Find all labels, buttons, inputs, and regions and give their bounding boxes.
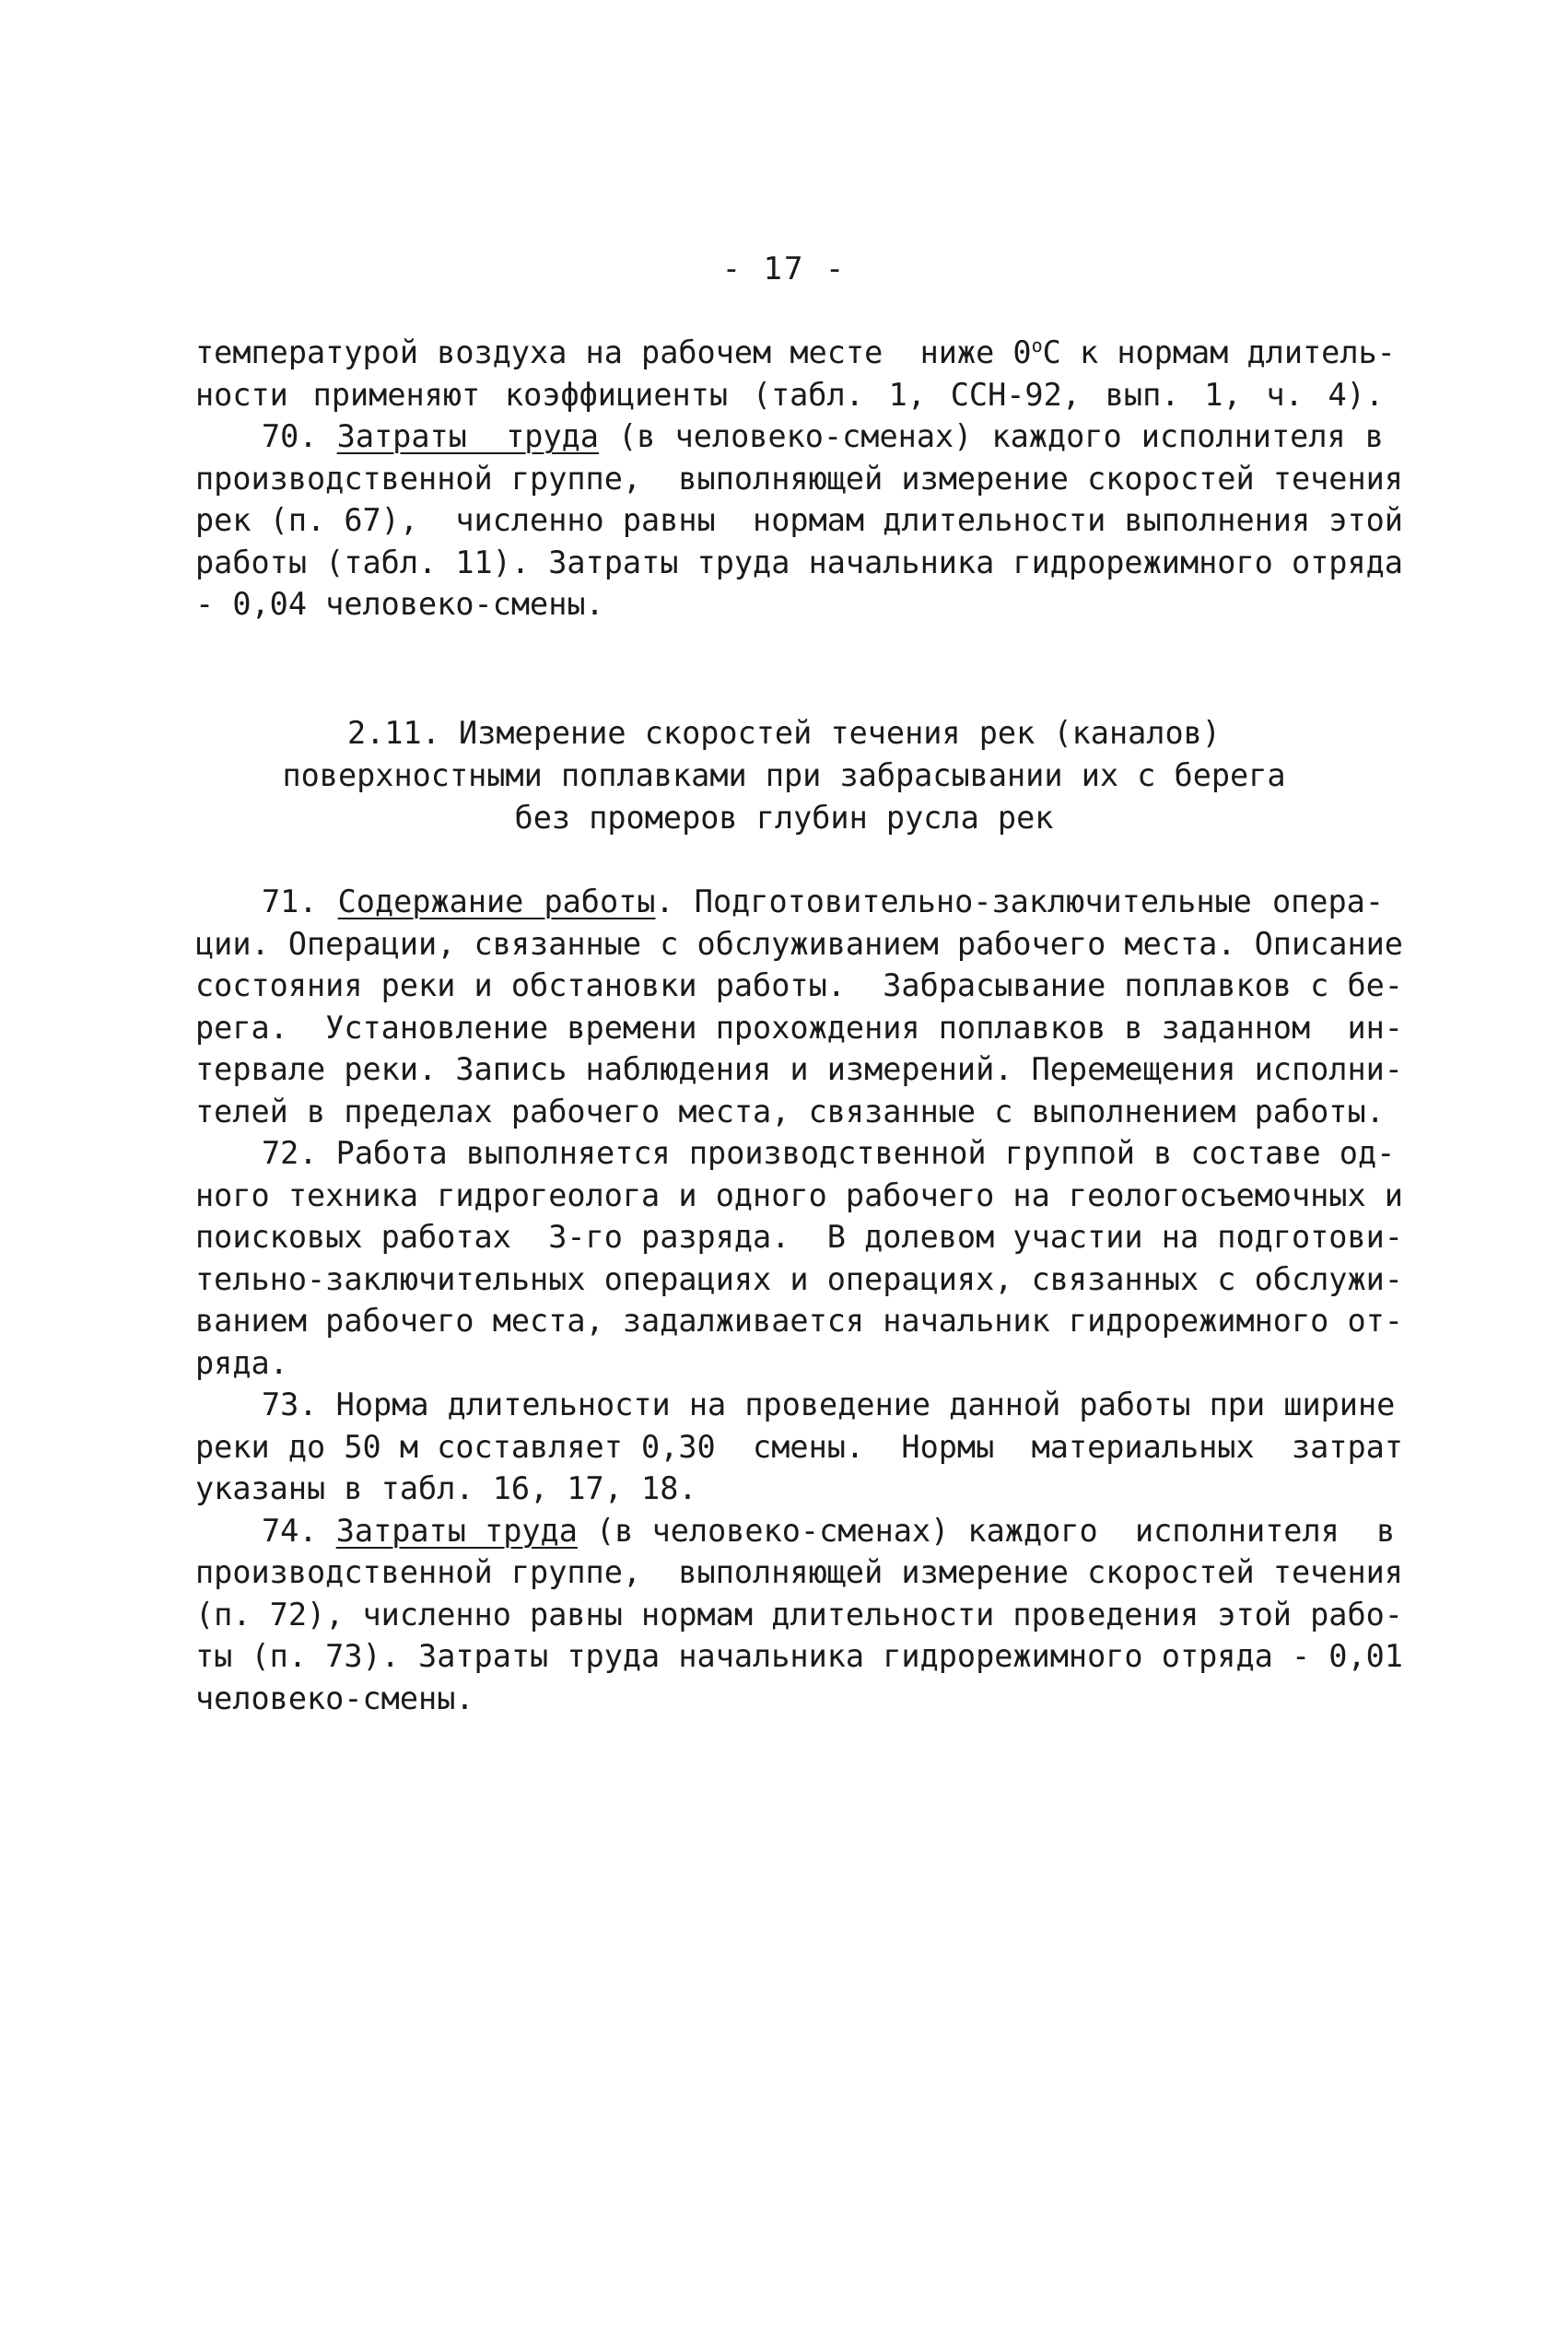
text-segment: . Подготовительно-заключительные опера-	[655, 884, 1384, 919]
paragraph-number: 70.	[262, 418, 337, 454]
text-line: ванием рабочего места, задалживается начальник гидрорежимного от-	[195, 1303, 1403, 1339]
text-line: рек (п. 67), численно равны нормам длительности выполнения этой	[195, 502, 1403, 538]
text-segment: (в человеко-сменах) каждого исполнителя в	[577, 1512, 1396, 1549]
text-line: человеко-смены.	[195, 1679, 474, 1716]
underlined-term: Затраты труда	[335, 1512, 578, 1549]
text-line: состояния реки и обстановки работы. Забрасывание поплавков с бе-	[195, 967, 1403, 1003]
heading-line: без промеров глубин русла рек	[514, 800, 1054, 836]
text-line: указаны в табл. 16, 17, 18.	[195, 1470, 697, 1506]
text-segment: С к нормам длитель-	[1042, 334, 1396, 370]
text-line: ряда.	[195, 1344, 288, 1381]
underlined-term: Содержание работы	[337, 884, 656, 919]
text-line: тельно-заключительных операциях и операциях, связанных с обслужи-	[195, 1260, 1403, 1297]
text-line: ты (п. 73). Затраты труда начальника гидрорежимного отряда - 0,01	[195, 1638, 1403, 1674]
top-paragraph-block	[195, 332, 1403, 626]
text-line: ности применяют коэффициенты (табл. 1, ССН-92, вып. 1, ч. 4).	[195, 376, 1384, 413]
text-line: работы (табл. 11). Затраты труда начальника гидрорежимного отряда	[195, 544, 1403, 580]
paragraph-71-first-line	[195, 881, 1384, 923]
page-number: - 17 -	[721, 251, 847, 287]
text-line: производственной группе, выполняющей измерение скоростей течения	[195, 460, 1403, 497]
text-line: телей в пределах рабочего места, связанные с выполнением работы.	[195, 1093, 1385, 1129]
text-line: (п. 72), численно равны нормам длительности проведения этой рабо-	[195, 1596, 1403, 1633]
degree-sup: о	[1031, 334, 1043, 357]
paragraph-number: 74.	[262, 1512, 336, 1549]
paragraph-73-first-line: 73. Норма длительности на проведение данной работы при ширине	[262, 1387, 1396, 1422]
section-heading	[0, 712, 1568, 839]
heading-line: 2.11. Измерение скоростей течения рек (каналов)	[347, 715, 1221, 751]
text-line: поисковых работах 3-го разряда. В долевом участии на подготови-	[195, 1219, 1403, 1255]
text-line: рега. Установление времени прохождения поплавков в заданном ин-	[195, 1009, 1403, 1046]
text-segment: температурой воздуха на рабочем месте ниже 0	[195, 334, 1032, 370]
text-line: - 0,04 человеко-смены.	[195, 586, 604, 622]
heading-line: поверхностными поплавками при забрасывании их с берега	[282, 757, 1286, 793]
underlined-term: Затраты труда	[336, 418, 599, 454]
text-segment: (в человеко-сменах) каждого исполнителя в	[598, 418, 1384, 454]
text-line: реки до 50 м составляет 0,30 смены. Нормы материальных затрат	[195, 1428, 1403, 1465]
paragraph-72-first-line: 72. Работа выполняется производственной группой в составе од-	[262, 1135, 1396, 1171]
paragraph-number: 71.	[262, 884, 338, 919]
paragraph-70-first-line	[195, 415, 1384, 458]
text-line: ного техника гидрогеолога и одного рабочего на геологосъемочных и	[195, 1176, 1403, 1213]
bottom-paragraph-block	[195, 881, 1403, 1719]
text-line	[195, 332, 1396, 374]
paragraph-74-first-line	[195, 1510, 1396, 1552]
text-line: производственной группе, выполняющей измерение скоростей течения	[195, 1554, 1403, 1590]
text-line: тервале реки. Запись наблюдения и измерений. Перемещения исполни-	[195, 1051, 1403, 1087]
text-line: ции. Операции, связанные с обслуживанием рабочего места. Описание	[195, 925, 1403, 962]
